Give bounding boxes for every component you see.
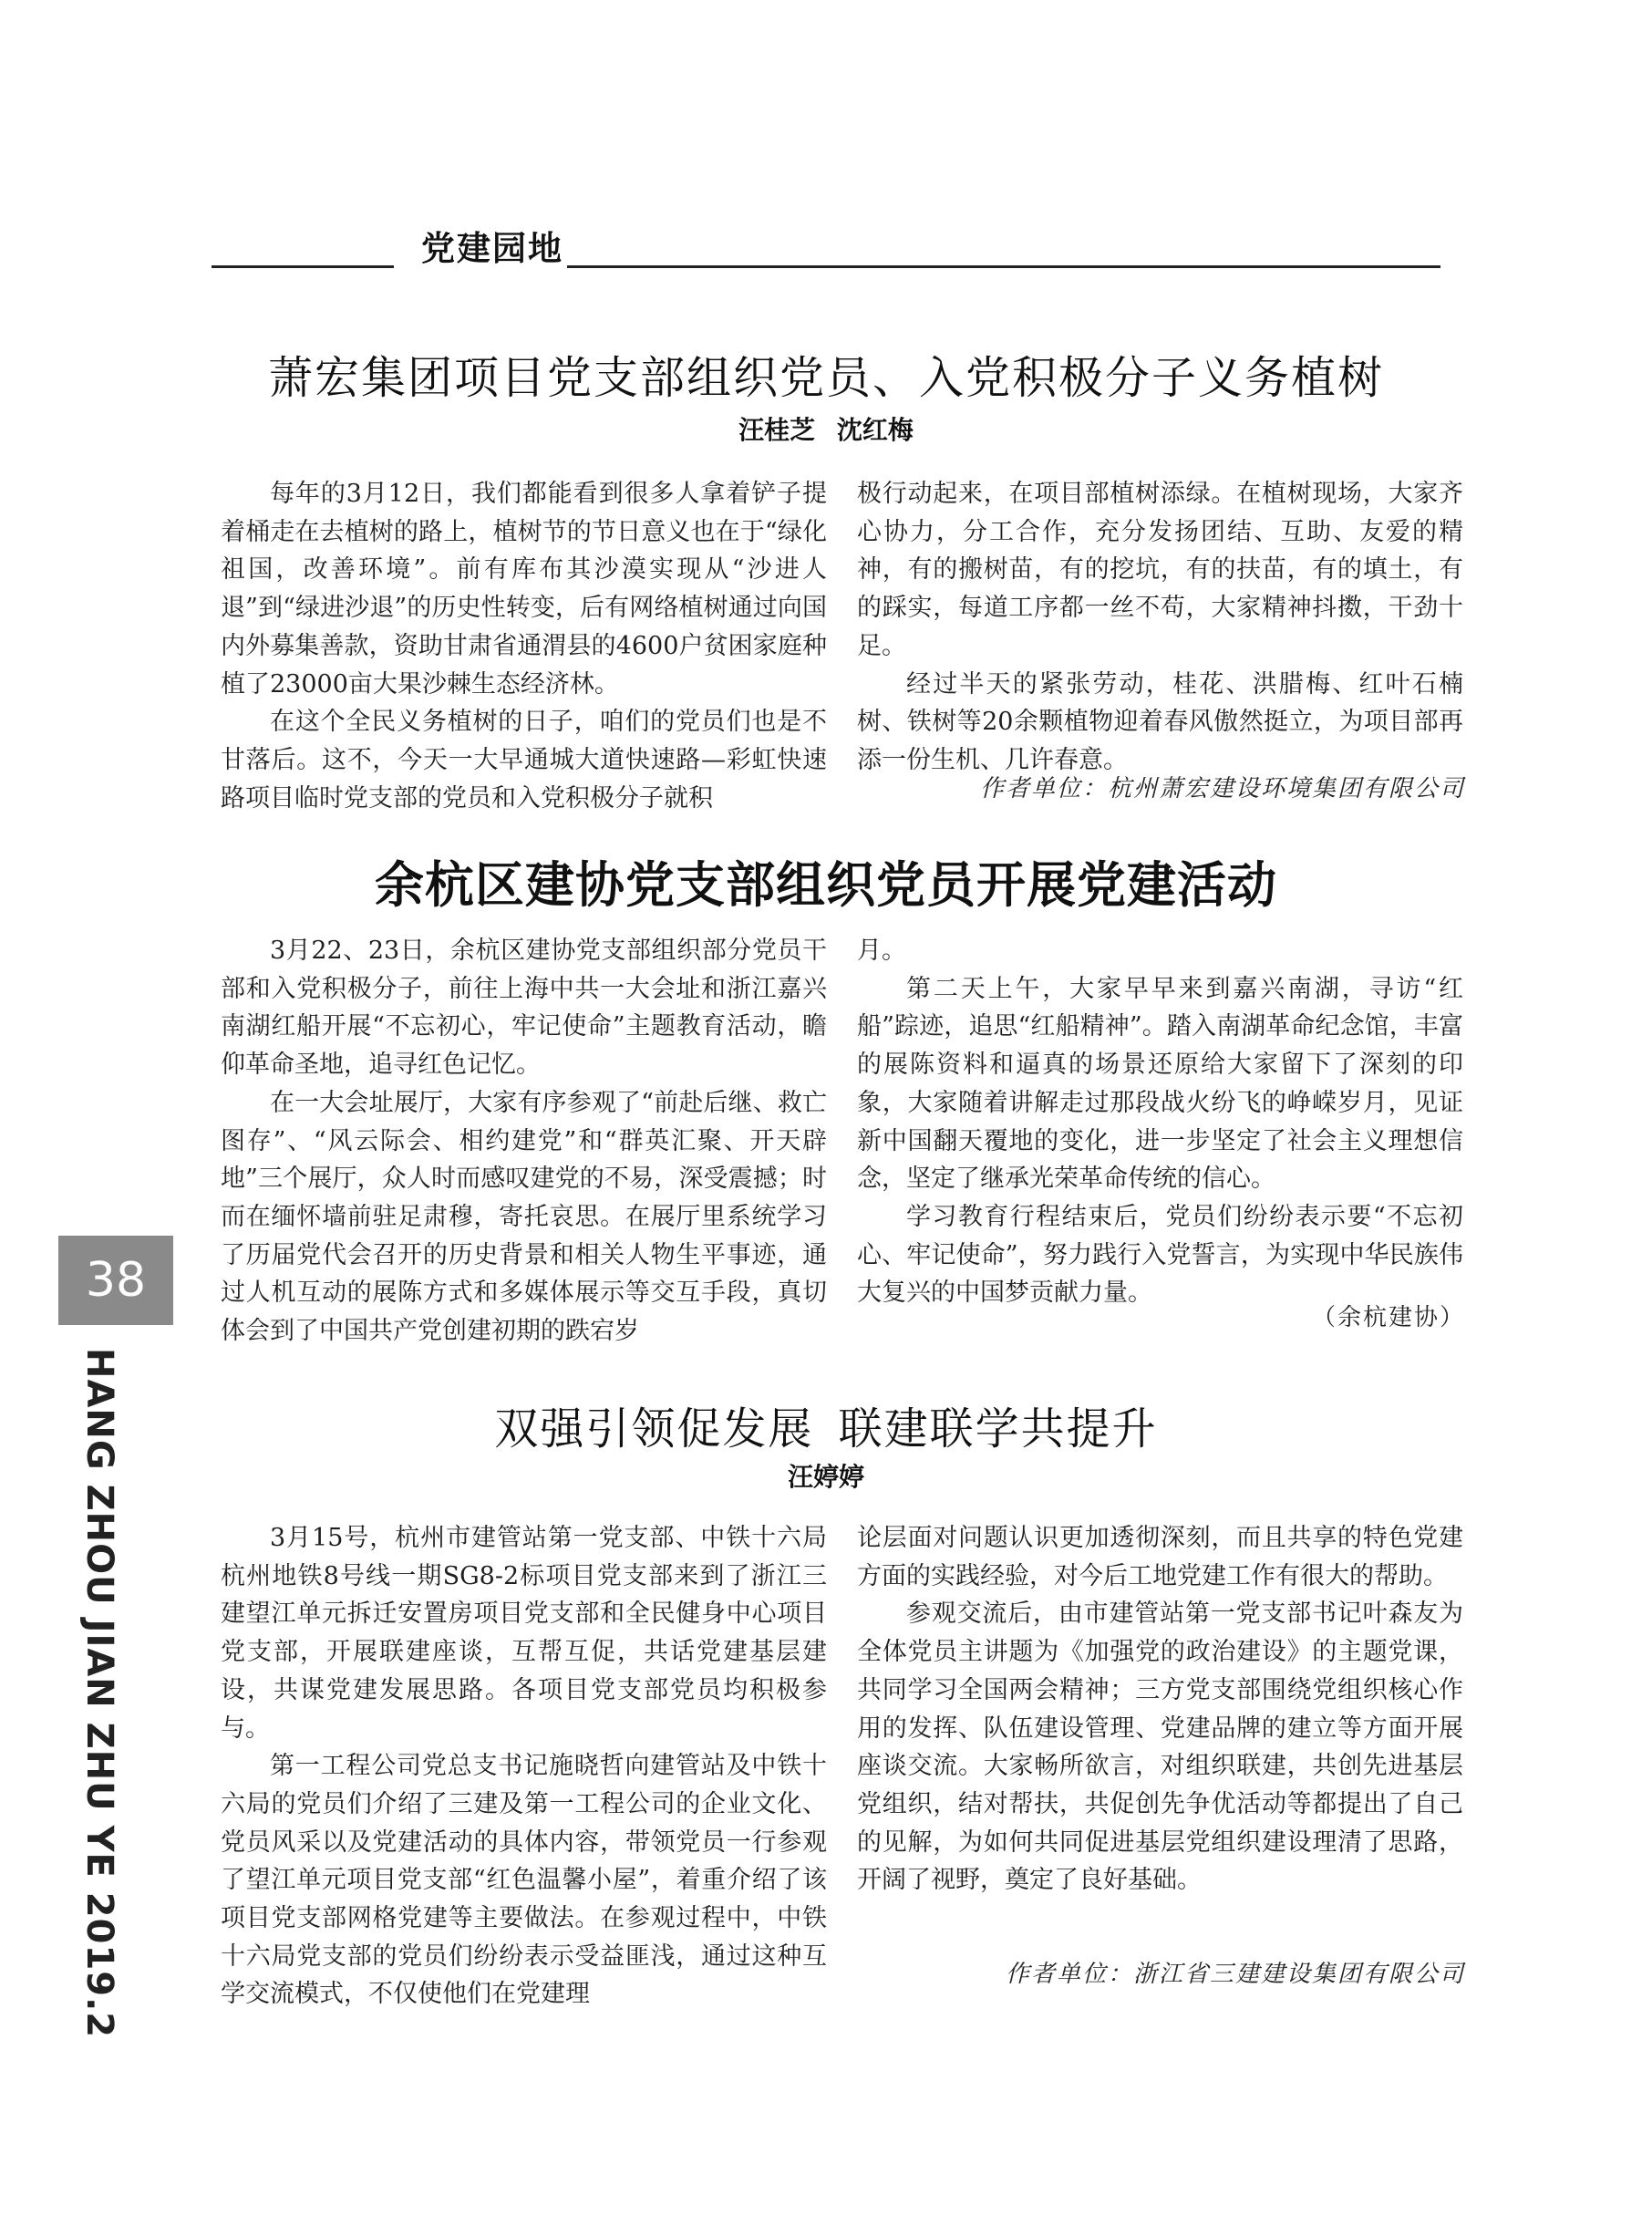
paragraph: 3月15号，杭州市建管站第一党支部、中铁十六局杭州地铁8号线一期SG8-2标项目党支部来到了浙江三建望江单元拆迁安置房项目党支部和全民健身中心项目党支部，开展联建座谈，互帮互促，共话党建基层建设，共谋党建发展思路。各项目党支部党员均积极参与。 (221, 1524, 827, 1743)
article-2-signature: （余杭建协） (1311, 1304, 1465, 1331)
article-1-title: 萧宏集团项目党支部组织党员、入党积极分子义务植树 (267, 352, 1384, 404)
article-1-left-column (221, 475, 827, 817)
article-3-byline: 汪婷婷 (787, 1462, 864, 1492)
section-title: 党建园地 (421, 229, 563, 268)
article-1-right-column (857, 475, 1463, 780)
article-2-title: 余杭区建协党支部组织党员开展党建活动 (375, 856, 1277, 914)
paragraph: 论层面对问题认识更加透彻深刻，而且共享的特色党建方面的实践经验，对今后工地党建工作有很大的帮助。 (857, 1524, 1463, 1590)
paragraph: 参观交流后，由市建管站第一党支部书记叶森友为全体党员主讲题为《加强党的政治建设》的主题党课，共同学习全国两会精神；三方党支部围绕党组织核心作用的发挥、队伍建设管理、党建品牌的建立等方面开展座谈交流。大家畅所欲言，对组织联建，共创先进基层党组织，结对帮扶，共促创先争优活动等都提出了自己的见解，为如何共同促进基层党组织建设理清了思路，开阔了视野，奠定了良好基础。 (857, 1600, 1463, 1895)
paragraph: 经过半天的紧张劳动，桂花、洪腊梅、红叶石楠树、铁树等20余颗植物迎着春风傲然挺立，为项目部再添一份生机、几许春意。 (857, 669, 1463, 774)
article-2-left-column (221, 932, 827, 1351)
article-3-title: 双强引领促发展 联建联学共提升 (494, 1403, 1158, 1455)
paragraph: 3月22、23日，余杭区建协党支部组织部分党员干部和入党积极分子，前往上海中共一大会址和浙江嘉兴南湖红船开展“不忘初心，牢记使命”主题教育活动，瞻仰革命圣地，追寻红色记忆。 (221, 937, 827, 1080)
article-3-right-column (857, 1519, 1463, 1900)
paragraph: 极行动起来，在项目部植树添绿。在植树现场，大家齐心协力，分工合作，充分发扬团结、互助、友爱的精神，有的搬树苗，有的挖坑，有的扶苗，有的填土，有的踩实，每道工序都一丝不苟，大家精神抖擞，干劲十足。 (857, 480, 1463, 660)
page-number: 38 (58, 1236, 173, 1325)
article-1-signature: 作者单位：杭州萧宏建设环境集团有限公司 (979, 775, 1465, 802)
paragraph: 学习教育行程结束后，党员们纷纷表示要“不忘初心、牢记使命”，努力践行入党誓言，为实现中华民族伟大复兴的中国梦贡献力量。 (857, 1202, 1463, 1308)
paragraph: 第一工程公司党总支书记施晓哲向建管站及中铁十六局的党员们介绍了三建及第一工程公司的企业文化、党员风采以及党建活动的具体内容，带领党员一行参观了望江单元项目党支部“红色温馨小屋”，着重介绍了该项目党支部网格党建等主要做法。在参观过程中，中铁十六局党支部的党员们纷纷表示受益匪浅，通过这种互学交流模式，不仅使他们在党建理 (221, 1752, 827, 2009)
article-2-right-column (857, 932, 1463, 1312)
article-3-signature: 作者单位：浙江省三建建设集团有限公司 (1005, 1961, 1465, 1988)
article-3-left-column (221, 1519, 827, 2014)
paragraph: 月。 (857, 937, 906, 965)
paragraph: 在这个全民义务植树的日子，咱们的党员们也是不甘落后。这不，今天一大早通城大道快速路—彩虹快速路项目临时党支部的党员和入党积极分子就积 (221, 708, 827, 813)
paragraph: 每年的3月12日，我们都能看到很多人拿着铲子提着桶走在去植树的路上，植树节的节日意义也在于“绿化祖国，改善环境”。前有库布其沙漠实现从“沙进人退”到“绿进沙退”的历史性转变，后有网络植树通过向国内外募集善款，资助甘肃省通渭县的4600户贫困家庭种植了23000亩大果沙棘生态经济林。 (221, 480, 827, 699)
header-rule-right (567, 265, 1440, 268)
article-1-byline: 汪桂芝 沈红梅 (738, 415, 914, 445)
paragraph: 第二天上午，大家早早来到嘉兴南湖，寻访“红船”踪迹，追思“红船精神”。踏入南湖革命纪念馆，丰富的展陈资料和逼真的场景还原给大家留下了深刻的印象，大家随着讲解走过那段战火纷飞的峥嵘岁月，见证新中国翻天覆地的变化，进一步坚定了社会主义理想信念，坚定了继承光荣革命传统的信心。 (857, 974, 1463, 1194)
header-rule-left (212, 265, 394, 268)
magazine-issue-vertical: HANG ZHOU JIAN ZHU YE 2019.2 (78, 1348, 120, 2039)
paragraph: 在一大会址展厅，大家有序参观了“前赴后继、救亡图存”、“风云际会、相约建党”和“群英汇聚、开天辟地”三个展厅，众人时而感叹建党的不易，深受震撼；时而在缅怀墙前驻足肃穆，寄托哀思。在展厅里系统学习了历届党代会召开的历史背景和相关人物生平事迹，通过人机互动的展陈方式和多媒体展示等交互手段，真切体会到了中国共产党创建初期的跌宕岁 (221, 1088, 827, 1346)
